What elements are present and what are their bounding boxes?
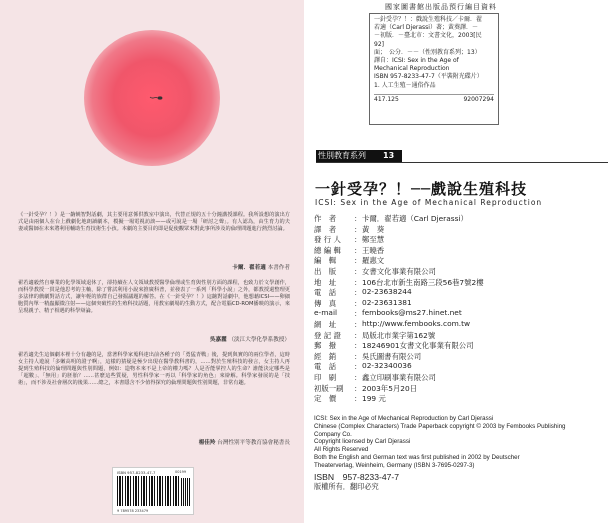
review-paragraph-yang: 翟若適先生這個劇本裡十分有趣的是，當著科學家蒐科達出前各種子的「勇猛青戰」後，提到與實的的兩位學者，這時女主持人遊說「多嫩高明的證子啊」，這樣的猜疑是極少出現在醫學教科書的，……對於生殖科技的發言，女主持人再提到生殖科技的倫理問題與性別問題，例如：造物本來不是上帝的權力嗎？人是否能掌控人的生命？誰能決定哪些是「超數」、「無用」的胚胎？……甚麼這些質疑，男性科學家一再以「科學家的角色」來辯解。科學家發展的是「技術」，而不涉及社會層次的後果……總之，本書隱含不少值得探究的倫理問題與性別問題，非常有趣。 bbox=[18, 352, 290, 387]
english-line: Theaterverlag, Weinheim, Germany (ISBN 3-7695-0297-3) bbox=[314, 461, 475, 469]
signature-role: 本書作者 bbox=[267, 265, 290, 271]
detail-row: 登 記 證 ： 局版北市業字第162號 bbox=[314, 330, 436, 340]
book-subtitle: ICSI: Sex in the Age of Mechanical Reproduction bbox=[315, 198, 543, 207]
cip-line: ISBN 957-8233-47-7（平裝附光碟片） bbox=[374, 73, 483, 81]
cip-line: 一針受孕？！：戲說生殖科技／卡爾．翟 bbox=[374, 16, 483, 23]
cip-line: 面； 公分．－－（性別教育系列；13） bbox=[374, 48, 481, 56]
rights-notice: 版權所有．翻印必究 bbox=[314, 481, 379, 491]
review-paragraph-author: 《一針受孕？！》是一齣饒智對話劇，其主要用意係供教室中演出，代替正規的五十分鐘講授課程。我所設想的演出方式是由兩個人在台上戲劇化地朗讀劇本，模擬一場電視訪談——或可說是一場「研討之聲」。有人認為，由生育力的夫妻或醫師在未來將利用輔助生育技術生小孩。本劇的主要目的即是促使觀眾來對此事所涉及的倫理問題進行熱烈討論。 bbox=[18, 212, 290, 233]
detail-row: 電 話 ： 02-32340036 bbox=[314, 361, 412, 372]
english-line: All Rights Reserved bbox=[314, 446, 369, 454]
detail-row: 總 編 輯 ： 王曉香 bbox=[314, 245, 385, 255]
detail-row: 譯 者 ： 黃 葵 bbox=[314, 224, 385, 234]
barcode-block bbox=[112, 467, 194, 515]
review-paragraph-wu: 翟若適毅然自專業的化學領域退休了，卻持續在人文領域教授醫學倫理或生育與性別方面的課程，也致力於文學創作，而科學教授一貫是他思考的主軸，除了嘗試利用小說來推廣科普，並發表了一系列「科學小說」之外，都教授還整理更多法律的戲劇對話方式，讓年輕的族群自己發掘議題的解答。在《一針受孕？！》這齣對話劇中，他想藉ICSI——卵細胞質內單一精蟲顯微注射——這個突破性的生殖科技話題，用教室劇場的生動方式，配合電腦CD-ROM播映的演示，來呈現親子、精子相遇的科學辯論。 bbox=[18, 280, 290, 315]
review-signature-wu bbox=[210, 335, 290, 343]
cip-data-box bbox=[369, 13, 499, 125]
detail-row: 地 址 ： 106台北市新生南路三段56巷7號2樓 bbox=[314, 277, 484, 287]
signature-name: 卡爾．翟若適 bbox=[232, 265, 266, 271]
english-line: Chinese (Complex Characters) Trade Paperback copyright © 2003 by Fembooks Publishing bbox=[314, 422, 566, 430]
detail-row: 經 銷 ： 吳氏圖書有限公司 bbox=[314, 351, 422, 361]
signature-role: （淡江大學化學系教授） bbox=[228, 337, 290, 343]
detail-row: e-mail ： fembooks@ms27.hinet.net bbox=[314, 308, 462, 319]
barcode-digits: 9 789578 233479 bbox=[117, 509, 149, 513]
detail-row: 印 刷 ： 鑫立印刷事業有限公司 bbox=[314, 372, 436, 382]
cip-header: 國家圖書館出版品預行編目資料 bbox=[385, 3, 497, 11]
detail-row: 郵 撥 ： 18246901女書文化事業有限公司 bbox=[314, 341, 474, 351]
sperm-icon bbox=[148, 93, 164, 103]
english-line: Copyright licensed by Carl Djerassi bbox=[314, 438, 411, 446]
detail-row: 網 址 ： http://www.fembooks.com.tw bbox=[314, 318, 471, 329]
detail-row: 初版一刷 ： 2003年5月20日 bbox=[314, 383, 418, 393]
detail-row: 傳 真 ： 02-23631381 bbox=[314, 297, 412, 308]
signature-name: 吳嘉麗 bbox=[209, 337, 227, 343]
cip-line: Mechanical Reproduction bbox=[374, 65, 450, 73]
signature-role: 台灣性別平等教育協會秘書長 bbox=[217, 440, 290, 446]
cip-line: －初版．－臺北市：文書文化，2003[民 bbox=[374, 32, 482, 40]
cip-line: 1. 人工生殖－通俗作品 bbox=[374, 81, 436, 89]
cip-footer bbox=[374, 94, 494, 104]
publication-details bbox=[314, 213, 604, 404]
price-barcode-icon bbox=[181, 478, 190, 506]
english-line: Company Co. bbox=[314, 430, 352, 438]
english-line: Both the English and German text was first published in 2002 by Deutscher bbox=[314, 453, 520, 461]
review-signature-author bbox=[232, 263, 290, 271]
detail-row: 編 輯 ： 羅惠文 bbox=[314, 256, 385, 266]
detail-row: 作 者 ： 卡爾．翟若適（Carl Djerassi） bbox=[314, 214, 468, 223]
book-title: 一針受孕？！──戲說生殖科技 bbox=[315, 180, 528, 198]
cip-class-code: 417.125 bbox=[374, 95, 399, 103]
series-number: 13 bbox=[383, 151, 395, 160]
barcode-price: 00199 bbox=[175, 470, 187, 474]
cip-record-number: 92007294 bbox=[463, 95, 494, 103]
english-line: ICSI: Sex in the Age of Mechanical Reproduction by Carl Djerassi bbox=[314, 415, 494, 422]
english-copyright bbox=[314, 415, 614, 491]
barcode-isbn: ISBN 957-8233-47-7 bbox=[117, 470, 156, 475]
cip-line: 92] bbox=[374, 40, 384, 48]
detail-row: 發 行 人 ： 鄭至慧 bbox=[314, 235, 385, 245]
review-signature-yang bbox=[199, 438, 290, 446]
series-label: 性別教育系列 bbox=[318, 151, 366, 160]
detail-row: 出 版 ： 女書文化事業有限公司 bbox=[314, 266, 436, 276]
detail-row: 電 話 ： 02-23638244 bbox=[314, 287, 412, 298]
isbn-number: ISBN 957-8233-47-7 bbox=[314, 471, 400, 482]
cip-line: 若適（Carl Djerassi）著；黃葵譯．－ bbox=[374, 24, 478, 32]
signature-name: 楊佳羚 bbox=[198, 440, 216, 446]
barcode-icon bbox=[117, 476, 179, 506]
series-divider bbox=[316, 162, 608, 163]
detail-row: 定 價 ： 199 元 bbox=[314, 394, 386, 404]
cip-line: 譯自：ICSI: Sex in the Age of bbox=[374, 57, 459, 65]
back-cover-panel bbox=[0, 0, 304, 523]
